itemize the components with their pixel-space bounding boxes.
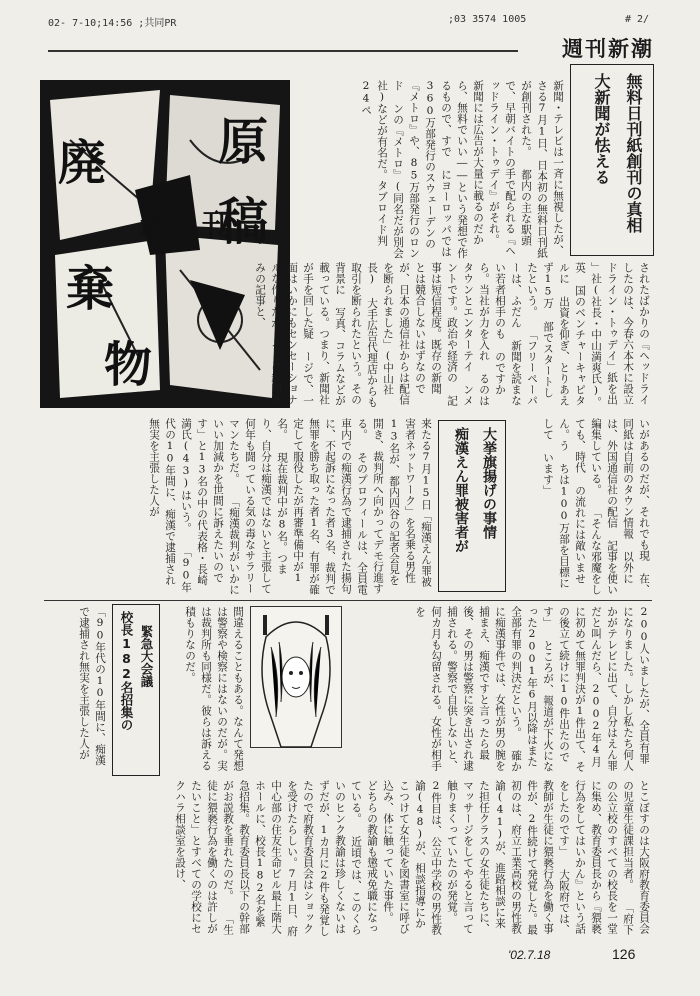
article2-col: 「90年代の10年間に、痴漢で逮捕され無実を主張した人が (78, 606, 106, 766)
article1-col: とは競合しないはずなので (414, 262, 426, 394)
article1-body-top (296, 80, 566, 260)
article2-body-cont (346, 606, 652, 774)
article1-col: されたばかりの『ヘッドライ (638, 262, 650, 405)
fax-header-left: 02- 7-10;14:56 ;共同PR (48, 18, 177, 29)
article1-col: 新聞を読まない若者相手のも (494, 262, 522, 407)
article3-col: どちらの教諭も懲戒免職になっている。 (350, 780, 378, 934)
article1-col: 国のベンチャーキャピタルに (558, 262, 586, 407)
article1-body-end (510, 418, 652, 596)
article2-headline-sub: 大挙旗揚げの事情 (481, 427, 497, 539)
illustration-char-1: 原 (218, 112, 268, 171)
page-number: 126 (612, 946, 636, 962)
article1-col: 」社(社長・中山満爽氏)。英 (574, 262, 602, 408)
article1-col: 在、同紙は自前のタウン情報 (622, 418, 650, 596)
article2-cont-col: 確かに痴漢事件では、女性が男の腕を捕まえ、痴漢ですと言ったら最後、その男は警察に突き出され逮捕される。警察で自供しないと、何カ月も勾留される。女性が相手を (414, 606, 522, 773)
article1-col: 新聞には広告が大量に載るのだから、無料でいい――という発想で作るもので、すで (440, 80, 484, 259)
article1-col: います」 (542, 452, 554, 497)
article1-col: にヨーロッパでは360万部発行のスウェーデンの『メトロ』や、85万部発行のロンド (392, 80, 452, 259)
fax-header-right: ;03 3574 1005 (448, 14, 527, 25)
article1-col: したのは、今春六本木に設立 (622, 262, 634, 405)
article3-col: とこぼすのは大阪府教育委員会の児童生徒課担当者。 (622, 780, 650, 934)
illustration-char-5: 物 (104, 337, 153, 393)
article1-col: 都内の主な駅頭で、早朝バイトの手で配られる『ヘッドライン・トゥデイ』がそれ。 (488, 80, 532, 256)
woman-drawing (251, 607, 341, 747)
article2-col: そのプロフィールは、全員電車内での痴漢行為で逮捕された揚句に、不起訴になった者3名、裁判で無罪を勝ち取った者1名、有罪が確定して服役したが再審準備中が1名。 (276, 418, 368, 596)
article3-col: 2件目は、公立中学校の男性教諭(48)が、相談指導にかこつけて女生徒を図書室に呼び込み、体に触っていた事件。 (382, 780, 442, 936)
article1-col: 新聞・テレビは一斉に無視したが、さる7月1日、日本初の無料日刊紙が創刊された。 (520, 80, 564, 259)
article1-col: 記事は短信程度。既存の新聞 (430, 262, 458, 407)
article2-cont-col: ところが、報道が下火になった2001年6月以降はまた全部有罪の判決だという。 (510, 606, 554, 773)
article1-headline-main: 大新聞が怯える (592, 73, 611, 185)
article1-col: を断られました」(中山社長) (366, 262, 394, 396)
article1-col: ージで、一面はいかにもセンセーショナルな作りだが、そこに新聞並みの記事と、 (254, 262, 314, 407)
magazine-title: 週刊新潮 (562, 36, 654, 61)
article1-col: 「そんな邪魔をしても、時代 (574, 418, 602, 596)
article2-body-end (160, 606, 246, 774)
article3-headline-box (112, 604, 160, 776)
article3-headline-main: 校長182名招集の (119, 611, 134, 731)
article2-body (44, 418, 434, 596)
fax-header-page: # 2/ (625, 14, 650, 25)
article1-col: 写真、コラムなどが載っている。つまり、新聞社が手を回した疑 (302, 262, 346, 407)
article1-col: いがあるのだが、それでも現 (638, 418, 650, 561)
woman-illustration (250, 606, 342, 748)
article2-col: 来たる7月15日「痴漢えん罪被害者ネットワーク」を名乗る男性13名が、都内四谷の記者会見を開き、裁判所へ向かってデモ行進する。 (356, 418, 432, 594)
article1-col: 「フリーペーパーは、ふだん (510, 262, 538, 407)
article3-headline-sub: 緊急大会議 (139, 625, 154, 688)
article1-col: ドライン・トゥデイ」紙を出 (606, 262, 618, 405)
article1-col: ンの『メトロ』(同名だが別会社)などが有名だ。タブロイド判24ペ (360, 80, 404, 259)
article1-col: 大手広告代理店からも取引を断られたという。その背景に (334, 262, 378, 408)
article1-col: ちは100万部を目標にして (542, 418, 570, 589)
illustration-char-3: 廃 (58, 135, 107, 191)
article3-col: 「生徒に猥褻行為を働くのは許しがたいこと」とすべての学校にセクハラ相談室を設け、 (174, 780, 234, 936)
article2-quote-end (44, 606, 108, 774)
article2-cont-col: 間違えることもある。なんて発想は警察や検察にはないのだが。実は裁判所も同様だ。彼らは訴える積もりなのだ。 (184, 606, 244, 771)
article1-col: 部でスタートしたという。 (526, 262, 554, 399)
article1-col: ンメントです。政治や経済の (446, 262, 474, 407)
article2-col: 「90年代の10年間に、痴漢で逮捕され無実を主張した人が (148, 418, 192, 593)
title-illustration (40, 80, 290, 408)
article1-col: の流れには敵いません。う (558, 418, 586, 585)
article2-headline-box (438, 420, 506, 592)
article2-col: 「痴漢裁判がいかにいい加減かを世間に訴えたいのです」と13名の中の代表格・長崎満氏(43)はいう。 (180, 418, 240, 596)
article1-col: 出資を仰ぎ、とりあえず15万 (542, 262, 570, 407)
article3-col: 大阪府では、教師が生徒に猥褻行為を働く事件が、2件続けて発覚した。最初のは、府立工業高校の男性教諭(41)が、進路相談に来た担任クラスの女生徒たちに、マッサージをしてやると言って触りまくっていたのが発覚。 (446, 780, 570, 936)
article1-body-middle (254, 262, 652, 408)
article1-headline-box (570, 64, 654, 256)
article1-col: 記事を使い編集している。 (590, 418, 618, 596)
illustration-char-2: 稿 (218, 192, 268, 251)
illustration-mid-text: 新 / 刊 (140, 208, 232, 243)
article3-col: 近頃では、このくらいのヒンク教諭は珍しくないはずだが、1カ月に2件も発覚したので府教育委員会はショックを受けたらしい。7月1日、府中心部の住友生命ビル最上階大ホールに、校長182名を緊急招集。教育委員長以下の幹部がお説教を垂れたのだ。 (222, 780, 362, 937)
article3-body (44, 780, 652, 938)
article2-headline-main: 痴漢えん罪被害者が (453, 427, 469, 553)
article2-cont-col: 200人いましたが、全員有罪になりました。しかし私たち何人かがテレビに出て、自分はえん罪だと叫んだら、2002年4月に初めて無罪判決が1件出て、その後立て続けに10件出たのです」 (542, 606, 650, 773)
article1-col: 以外には、外国通信社の配信 (606, 418, 634, 585)
section-divider (44, 600, 652, 601)
header-rule (48, 50, 518, 52)
article2-col: 現在裁判中が8名。つまり、自分は痴漢ではないと主張して何年も闘っている気の毒なサラリーマンたちだ。 (228, 418, 288, 594)
illustration-char-4: 棄 (66, 261, 115, 317)
article1-headline-sub: 無料日刊紙創刊の真相 (624, 73, 643, 233)
article1-col: が、日本の通信社からは配信 (398, 262, 410, 405)
article3-col: 「府下の公立校のすべての校長を一堂に集め、教育委員長から『猥褻行為をしてはいかん』という話をしたのです」 (558, 780, 634, 936)
issue-date: '02.7.18 (508, 948, 551, 962)
article1-col: のですから。当社が力を入れ (478, 262, 506, 396)
article1-col: るのはタウンとエンターテイ (462, 262, 490, 407)
